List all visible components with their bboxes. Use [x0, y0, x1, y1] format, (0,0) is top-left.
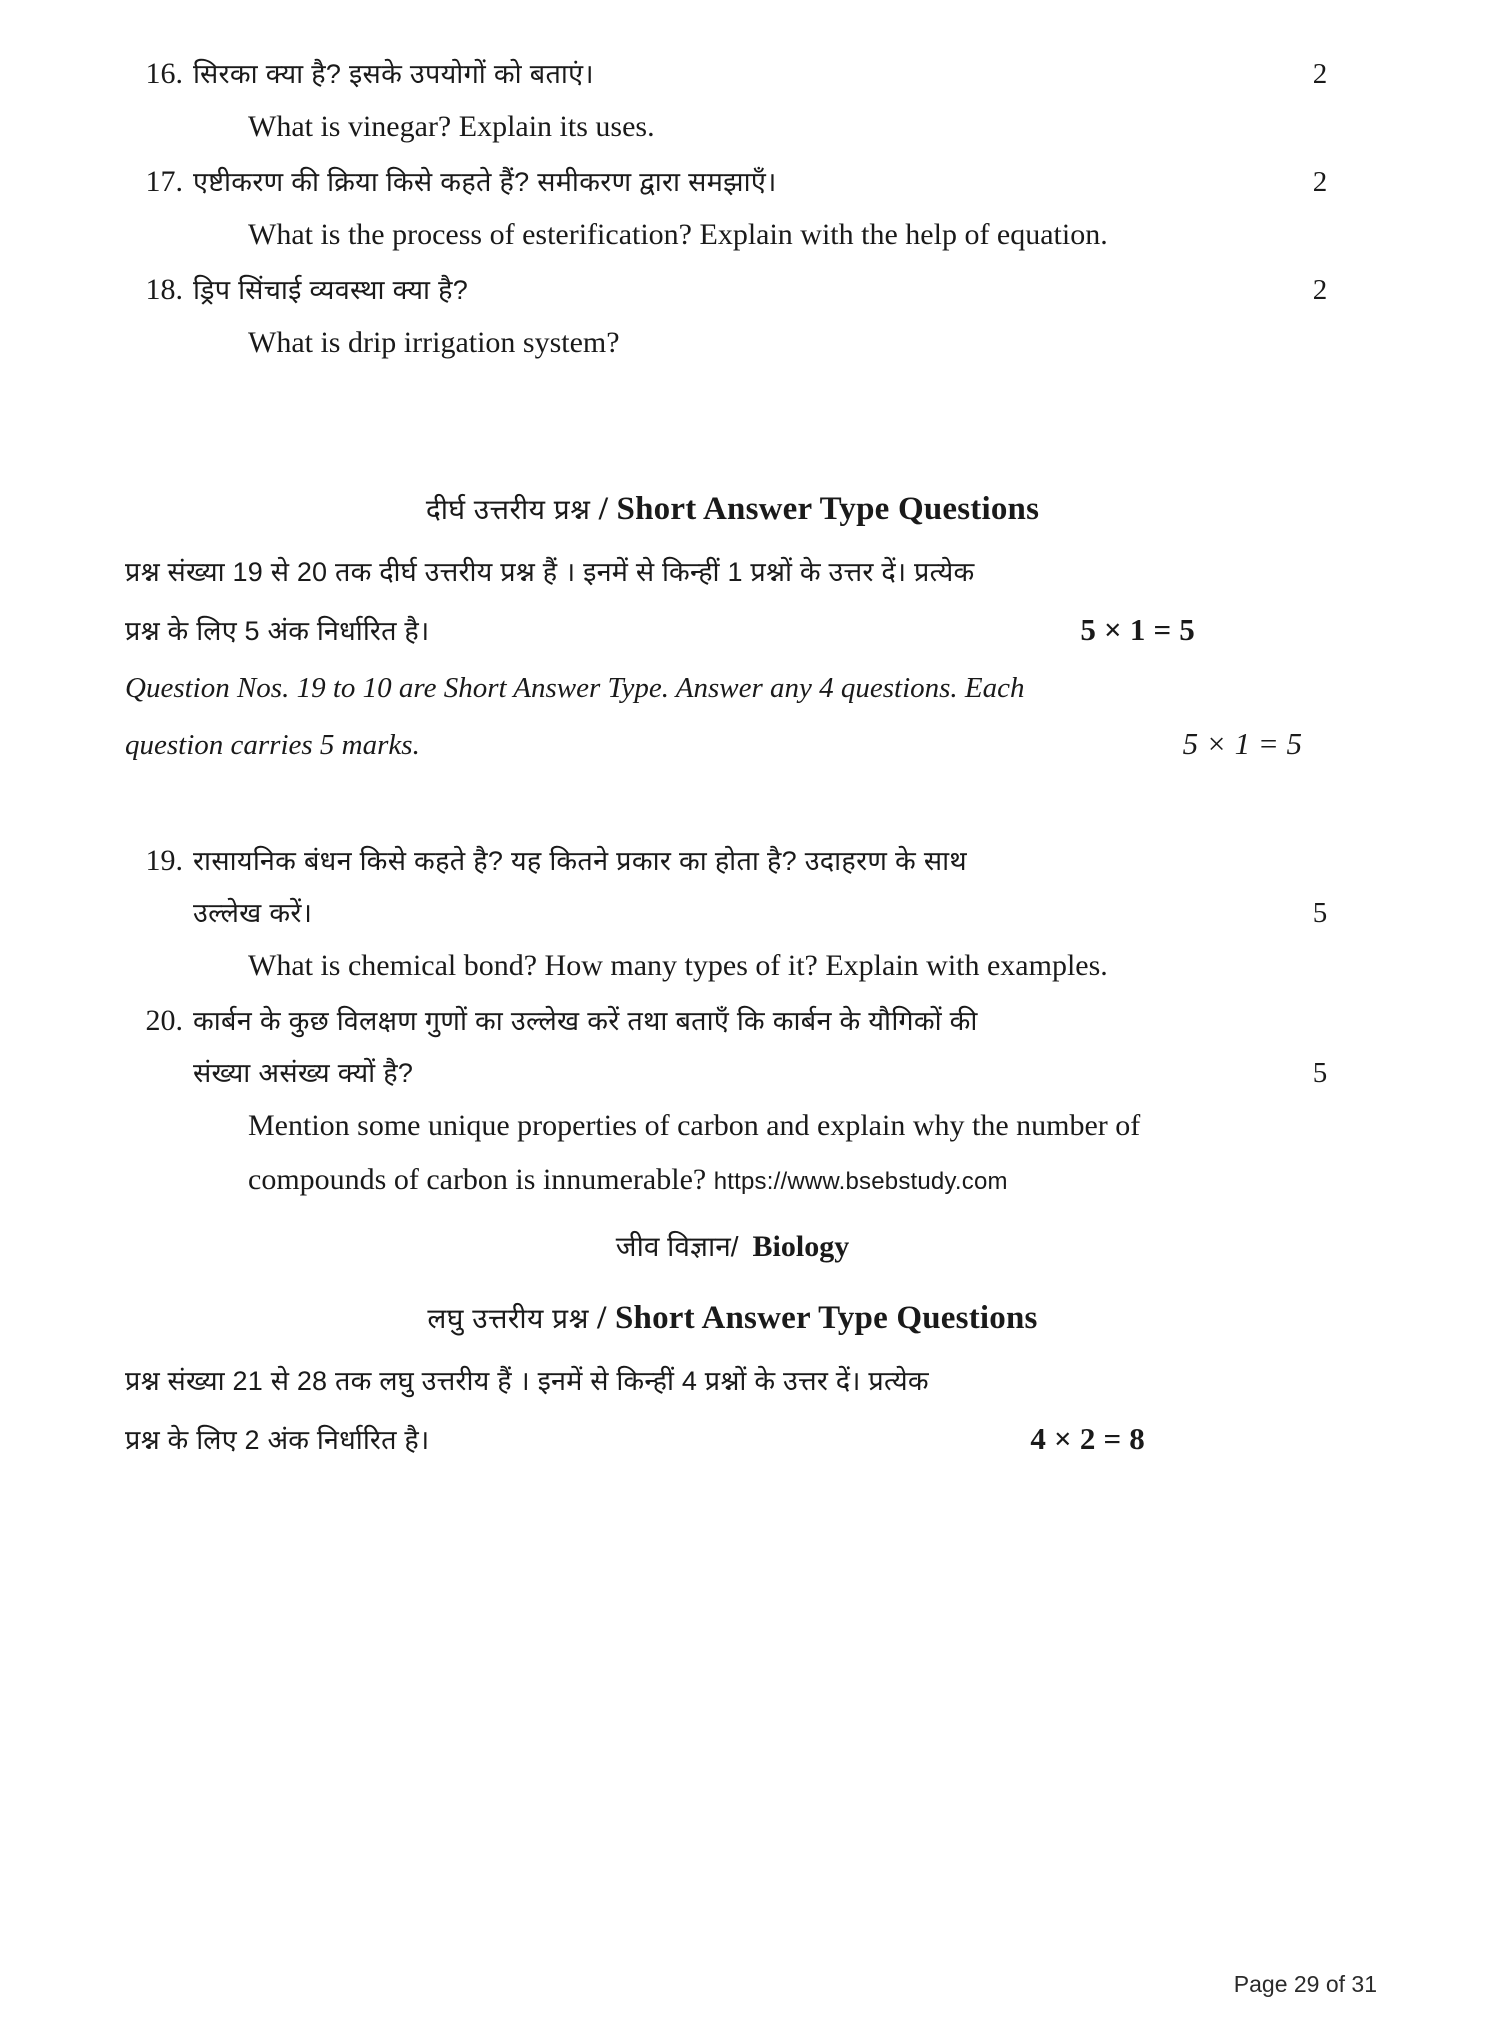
question-body — [193, 264, 1340, 370]
question-text-english-with-watermark — [193, 1153, 1340, 1209]
question-body — [193, 48, 1340, 154]
question-marks: 2 — [1312, 274, 1328, 306]
heading-spacer — [125, 1337, 1340, 1353]
biology-section-heading — [125, 1299, 1340, 1337]
long-answer-instruction-hindi — [125, 544, 1340, 660]
question-number: 20. — [145, 1004, 183, 1037]
question-text-hindi: कार्बन के कुछ विलक्षण गुणों का उल्लेख करें तथा बताएँ कि कार्बन के यौगिकों की — [193, 1006, 978, 1036]
question-item — [125, 264, 1340, 370]
question-marks: 5 — [1312, 1057, 1328, 1089]
instruction-line — [125, 716, 1340, 773]
question-number: 16. — [145, 57, 183, 90]
page-content — [125, 48, 1340, 1469]
instruction-text: प्रश्न के लिए 2 अंक निर्धारित है। — [125, 1425, 430, 1455]
question-text-english: compounds of carbon is innumerable? — [248, 1163, 707, 1196]
question-item — [125, 835, 1340, 993]
section-spacer — [125, 1211, 1340, 1227]
question-text-english: What is the process of esterification? Explain with the help of equation. — [248, 218, 1108, 251]
question-body — [193, 995, 1340, 1209]
heading-spacer — [125, 528, 1340, 544]
instruction-line: Question Nos. 19 to 10 are Short Answer Type. Answer any 4 questions. Each — [125, 672, 1025, 704]
question-number: 17. — [145, 165, 183, 198]
question-number: 18. — [145, 273, 183, 306]
question-marks: 2 — [1312, 58, 1328, 90]
section-heading-hindi: दीर्घ उत्तरीय प्रश्न — [425, 494, 599, 525]
section-heading-hindi: लघु उत्तरीय प्रश्न — [427, 1303, 598, 1334]
instruction-line — [125, 1410, 1340, 1469]
question-text-hindi: संख्या असंख्य क्यों है? — [193, 1058, 414, 1088]
question-body — [193, 835, 1340, 993]
section-heading-english: / Short Answer Type Questions — [598, 491, 1040, 527]
subject-name-hindi: जीव विज्ञान/ — [615, 1231, 739, 1262]
instruction-line — [125, 601, 1340, 660]
question-text-hindi: उल्लेख करें। — [193, 898, 313, 928]
question-text-english: What is vinegar? Explain its uses. — [248, 110, 655, 143]
section-spacer — [125, 773, 1340, 835]
instruction-line: प्रश्न संख्या 21 से 28 तक लघु उत्तरीय हैं । इनमें से किन्हीं 4 प्रश्नों के उत्तर दें। प्रत्येक — [125, 1366, 929, 1396]
section-spacer — [125, 372, 1340, 490]
long-answer-section-heading — [125, 490, 1340, 528]
question-text-hindi: सिरका क्या है? इसके उपयोगों को बताएं। — [193, 59, 594, 89]
instruction-line: प्रश्न संख्या 19 से 20 तक दीर्घ उत्तरीय प्रश्न हैं । इनमें से किन्हीं 1 प्रश्नों के उत्तर दें। प्रत्येक — [125, 557, 975, 587]
watermark-url: https://www.bsebstudy.com — [713, 1168, 1008, 1195]
question-text-english: What is drip irrigation system? — [248, 326, 620, 359]
question-marks: 2 — [1312, 166, 1328, 198]
question-text-english: Mention some unique properties of carbon and explain why the number of — [248, 1109, 1141, 1142]
page-footer: Page 29 of 31 — [1233, 1971, 1377, 1997]
long-answer-instruction-english — [125, 660, 1340, 773]
question-marks: 5 — [1312, 897, 1328, 929]
instruction-text: question carries 5 marks. — [125, 729, 420, 761]
marks-equation: 4 × 2 = 8 — [1030, 1421, 1145, 1456]
question-text-hindi: ड्रिप सिंचाई व्यवस्था क्या है? — [193, 275, 469, 305]
question-text-hindi: रासायनिक बंधन किसे कहते है? यह कितने प्रकार का होता है? उदाहरण के साथ — [193, 846, 967, 876]
subject-name-english: Biology — [752, 1230, 850, 1263]
section-heading-english: / Short Answer Type Questions — [597, 1300, 1038, 1336]
question-text-hindi: एष्टीकरण की क्रिया किसे कहते हैं? समीकरण द्वारा समझाएँ। — [193, 167, 777, 197]
marks-equation: 5 × 1 = 5 — [1182, 726, 1302, 761]
question-item — [125, 995, 1340, 1209]
heading-spacer — [125, 1265, 1340, 1299]
instruction-text: प्रश्न के लिए 5 अंक निर्धारित है। — [125, 616, 430, 646]
marks-equation: 5 × 1 = 5 — [1080, 612, 1195, 647]
question-item — [125, 48, 1340, 154]
subject-heading-biology — [125, 1227, 1340, 1265]
question-body — [193, 156, 1340, 262]
question-number: 19. — [145, 844, 183, 877]
biology-instruction-hindi — [125, 1353, 1340, 1469]
question-item — [125, 156, 1340, 262]
question-text-english: What is chemical bond? How many types of it? Explain with examples. — [248, 949, 1108, 982]
